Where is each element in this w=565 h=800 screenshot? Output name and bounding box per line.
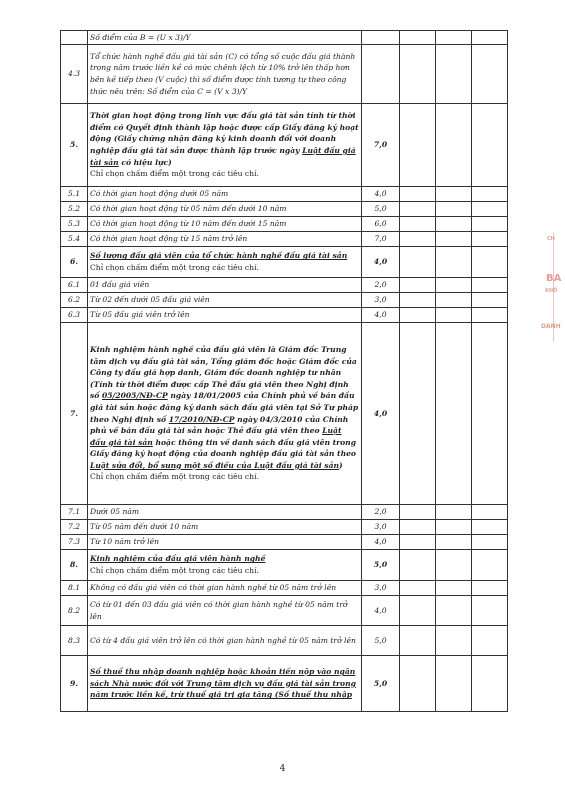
score-cell (472, 187, 508, 202)
criterion-cell (88, 104, 362, 187)
max-points: 5,0 (362, 626, 400, 656)
table-row (61, 187, 508, 202)
criterion-text: Kinh nghiệm hành nghề của đấu giá viên là Giám đốc Trung tâm dịch vụ đấu giá tài sản, Tổng giám đốc hoặc Giám đốc của Công ty đấu giá hợp danh, Giám đốc doanh nghiệp tư nhân (Tính từ thời điểm được cấp Thẻ đấu giá viên theo Nghị định số (90, 344, 357, 401)
row-number: 5. (61, 104, 88, 187)
max-points: 3,0 (362, 581, 400, 596)
table-row (61, 323, 508, 505)
table-row (61, 550, 508, 581)
criterion-note: Chỉ chọn chấm điểm một trong các tiêu chí. (90, 472, 259, 482)
score-cell (400, 520, 436, 535)
row-number: 6.2 (61, 293, 88, 308)
row-number: 7. (61, 323, 88, 505)
criterion-cell (88, 581, 362, 596)
criterion-text: 17/2010/NĐ-CP (168, 414, 235, 424)
score-cell (400, 187, 436, 202)
table-row (61, 278, 508, 293)
margin-stamp: KHỐ (545, 288, 558, 294)
table-row (61, 626, 508, 656)
score-cell (472, 232, 508, 247)
row-number: 8.3 (61, 626, 88, 656)
criterion-text: Không có đấu giá viên có thời gian hành nghề từ 05 năm trở lên (90, 583, 337, 593)
max-points: 3,0 (362, 520, 400, 535)
score-cell (472, 596, 508, 626)
criterion-note: Chỉ chọn chấm điểm một trong các tiêu chí. (90, 566, 259, 575)
criterion-text: Có từ 4 đấu giá viên trở lên có thời gian hành nghề từ 05 năm trở lên (90, 635, 356, 645)
score-cell (436, 45, 472, 104)
table-row (61, 596, 508, 626)
score-cell (400, 278, 436, 293)
max-points: 7,0 (362, 104, 400, 187)
score-cell (472, 626, 508, 656)
max-points: 6,0 (362, 217, 400, 232)
scoring-table-body (61, 31, 508, 712)
score-cell (436, 308, 472, 323)
criterion-text: Luật sửa đổi, bổ sung một số điều của Luật đấu giá tài sản (90, 460, 340, 470)
max-points: 5,0 (362, 656, 400, 712)
row-number: 8.2 (61, 596, 88, 626)
criterion-text: Số thuế thu nhập doanh nghiệp hoặc khoản tiền nộp vào ngân sách Nhà nước đối với Trung tâm dịch vụ đấu giá tài sản trong năm trước liền kề, trừ thuế giá trị gia tăng (Số thuế thu nhập (90, 667, 356, 700)
max-points: 2,0 (362, 505, 400, 520)
row-number: 9. (61, 656, 88, 712)
criterion-text: Thời gian hoạt động trong lĩnh vực đấu giá tài sản tính từ thời điểm có Quyết định thành lập hoặc được cấp Giấy đăng ký hoạt động (Giấy chứng nhận đăng ký kinh doanh đối với doanh nghiệp đấu giá tài sản được thành lập trước ngày (90, 111, 359, 155)
criterion-text: Từ 05 năm đến dưới 10 năm (90, 522, 199, 532)
row-number: 6.1 (61, 278, 88, 293)
score-cell (400, 45, 436, 104)
score-cell (472, 217, 508, 232)
score-cell (472, 308, 508, 323)
row-number: 5.1 (61, 187, 88, 202)
criterion-text: Có từ 01 đến 03 đấu giá viên có thời gian hành nghề từ 05 năm trở lên (90, 599, 348, 621)
row-number: 8.1 (61, 581, 88, 596)
score-cell (400, 535, 436, 550)
score-cell (400, 217, 436, 232)
max-points: 4,0 (362, 323, 400, 505)
score-cell (472, 202, 508, 217)
criterion-text: Kinh nghiệm của đấu giá viên hành nghề (90, 554, 266, 564)
criterion-text: hoặc thông tin về danh sách đấu giá viên trong Giấy đăng ký hoạt động của doanh nghiệp đấu giá tài sản theo (90, 437, 357, 459)
max-points (362, 31, 400, 45)
criterion-text: Từ 02 đến dưới 05 đấu giá viên (90, 295, 210, 305)
score-cell (400, 202, 436, 217)
score-cell (436, 581, 472, 596)
score-cell (436, 535, 472, 550)
score-cell (400, 656, 436, 712)
score-cell (472, 505, 508, 520)
table-row (61, 217, 508, 232)
max-points: 5,0 (362, 202, 400, 217)
table-row (61, 293, 508, 308)
row-number (61, 31, 88, 45)
score-cell (436, 104, 472, 187)
criterion-cell (88, 535, 362, 550)
score-cell (436, 656, 472, 712)
score-cell (400, 308, 436, 323)
row-number: 5.4 (61, 232, 88, 247)
table-row (61, 31, 508, 45)
max-points: 5,0 (362, 550, 400, 581)
score-cell (436, 31, 472, 45)
score-cell (472, 656, 508, 712)
table-row (61, 505, 508, 520)
criterion-text: Có thời gian hoạt động từ 05 năm đến dưới 10 năm (90, 204, 287, 214)
max-points: 4,0 (362, 596, 400, 626)
criterion-text: Luật đấu giá tài sản (90, 146, 356, 167)
criterion-cell (88, 626, 362, 656)
criterion-text: Luật đấu giá tài sản (90, 426, 342, 447)
score-cell (400, 293, 436, 308)
max-points: 3,0 (362, 293, 400, 308)
score-cell (400, 31, 436, 45)
score-cell (436, 293, 472, 308)
criterion-cell (88, 656, 362, 712)
criterion-text: Dưới 05 năm (90, 507, 140, 517)
table-row (61, 104, 508, 187)
row-number: 7.1 (61, 505, 88, 520)
criterion-text: Số điểm của B = (U x 3)/Y (90, 32, 191, 42)
max-points (362, 45, 400, 104)
score-cell (472, 45, 508, 104)
table-row (61, 202, 508, 217)
max-points: 4,0 (362, 247, 400, 278)
criterion-text: có hiệu lực) (118, 157, 172, 167)
score-cell (400, 104, 436, 187)
row-number: 7.2 (61, 520, 88, 535)
table-row (61, 535, 508, 550)
score-cell (436, 596, 472, 626)
row-number: 6. (61, 247, 88, 278)
score-cell (472, 247, 508, 278)
criterion-text: Tổ chức hành nghề đấu giá tài sản (C) có tổng số cuộc đấu giá thành trong năm trước liền kề có mức chênh lệch từ 10% trở lên thấp hơn bên kề tiếp theo (V cuộc) thì số điểm được tính tương tự theo công thức nêu trên: Số điểm của C = (V x 3)/Y (90, 51, 356, 96)
criterion-text: ngày 04/3/2010 của Chính phủ về bán đấu giá tài sản hoặc Thẻ đấu giá viên theo (90, 414, 349, 436)
max-points: 4,0 (362, 308, 400, 323)
criterion-text: Có thời gian hoạt động từ 10 năm đến dưới 15 năm (90, 219, 287, 229)
score-cell (472, 104, 508, 187)
criterion-cell (88, 217, 362, 232)
row-number: 5.3 (61, 217, 88, 232)
criterion-cell (88, 278, 362, 293)
score-cell (436, 217, 472, 232)
score-cell (472, 293, 508, 308)
score-cell (436, 550, 472, 581)
max-points: 4,0 (362, 187, 400, 202)
score-cell (472, 278, 508, 293)
criterion-text: Có thời gian hoạt động dưới 05 năm (90, 189, 229, 199)
criterion-text: Có thời gian hoạt động từ 15 năm trở lên (90, 234, 248, 244)
criterion-cell (88, 505, 362, 520)
score-cell (436, 323, 472, 505)
row-number: 8. (61, 550, 88, 581)
criterion-cell (88, 550, 362, 581)
criterion-note: Chỉ chọn chấm điểm một trong các tiêu chí. (90, 169, 259, 179)
table-row (61, 520, 508, 535)
score-cell (400, 323, 436, 505)
row-number: 5.2 (61, 202, 88, 217)
criterion-text: 05/2005/NĐ-CP (101, 391, 168, 401)
margin-stamp: DANH (541, 323, 561, 330)
score-cell (472, 323, 508, 505)
table-row (61, 232, 508, 247)
max-points: 2,0 (362, 278, 400, 293)
max-points: 7,0 (362, 232, 400, 247)
page-number: 4 (279, 764, 286, 774)
score-cell (472, 550, 508, 581)
score-cell (400, 247, 436, 278)
table-row (61, 581, 508, 596)
criterion-text: ngày 18/01/2005 của Chính phủ về bán đấu giá tài sản hoặc đăng ký danh sách đấu giá viên tại Sở Tư pháp theo Nghị định số (90, 391, 359, 424)
score-cell (472, 535, 508, 550)
score-cell (436, 626, 472, 656)
score-cell (400, 232, 436, 247)
row-number: 6.3 (61, 308, 88, 323)
criterion-text: 01 đấu giá viên (90, 280, 150, 290)
score-cell (436, 187, 472, 202)
criterion-cell (88, 247, 362, 278)
score-cell (472, 520, 508, 535)
criterion-cell (88, 308, 362, 323)
criterion-cell (88, 232, 362, 247)
score-cell (400, 505, 436, 520)
criterion-text: Từ 05 đấu giá viên trở lên (90, 310, 190, 320)
criterion-text: Từ 10 năm trở lên (90, 537, 159, 547)
score-cell (436, 278, 472, 293)
criterion-cell (88, 31, 362, 45)
criterion-cell (88, 202, 362, 217)
score-cell (436, 202, 472, 217)
scoring-table (60, 30, 508, 712)
table-row (61, 656, 508, 712)
criterion-cell (88, 323, 362, 505)
criterion-cell (88, 45, 362, 104)
score-cell (436, 247, 472, 278)
score-cell (436, 232, 472, 247)
margin-stamp: BA (546, 273, 562, 284)
score-cell (400, 596, 436, 626)
criterion-note: Chỉ chọn chấm điểm một trong các tiêu chí. (90, 263, 259, 272)
score-cell (472, 581, 508, 596)
row-number: 4.3 (61, 45, 88, 104)
score-cell (400, 550, 436, 581)
table-row (61, 247, 508, 278)
table-row (61, 308, 508, 323)
criterion-text: Số lượng đấu giá viên của tổ chức hành nghề đấu giá tài sản (90, 251, 348, 261)
score-cell (436, 505, 472, 520)
score-cell (472, 31, 508, 45)
row-number: 7.3 (61, 535, 88, 550)
score-cell (400, 581, 436, 596)
score-cell (400, 626, 436, 656)
criterion-cell (88, 596, 362, 626)
margin-stamp: CH (547, 236, 555, 242)
score-cell (436, 520, 472, 535)
criterion-cell (88, 187, 362, 202)
criterion-cell (88, 293, 362, 308)
criterion-cell (88, 520, 362, 535)
max-points: 4,0 (362, 535, 400, 550)
table-row (61, 45, 508, 104)
criterion-text: ) (339, 460, 343, 470)
